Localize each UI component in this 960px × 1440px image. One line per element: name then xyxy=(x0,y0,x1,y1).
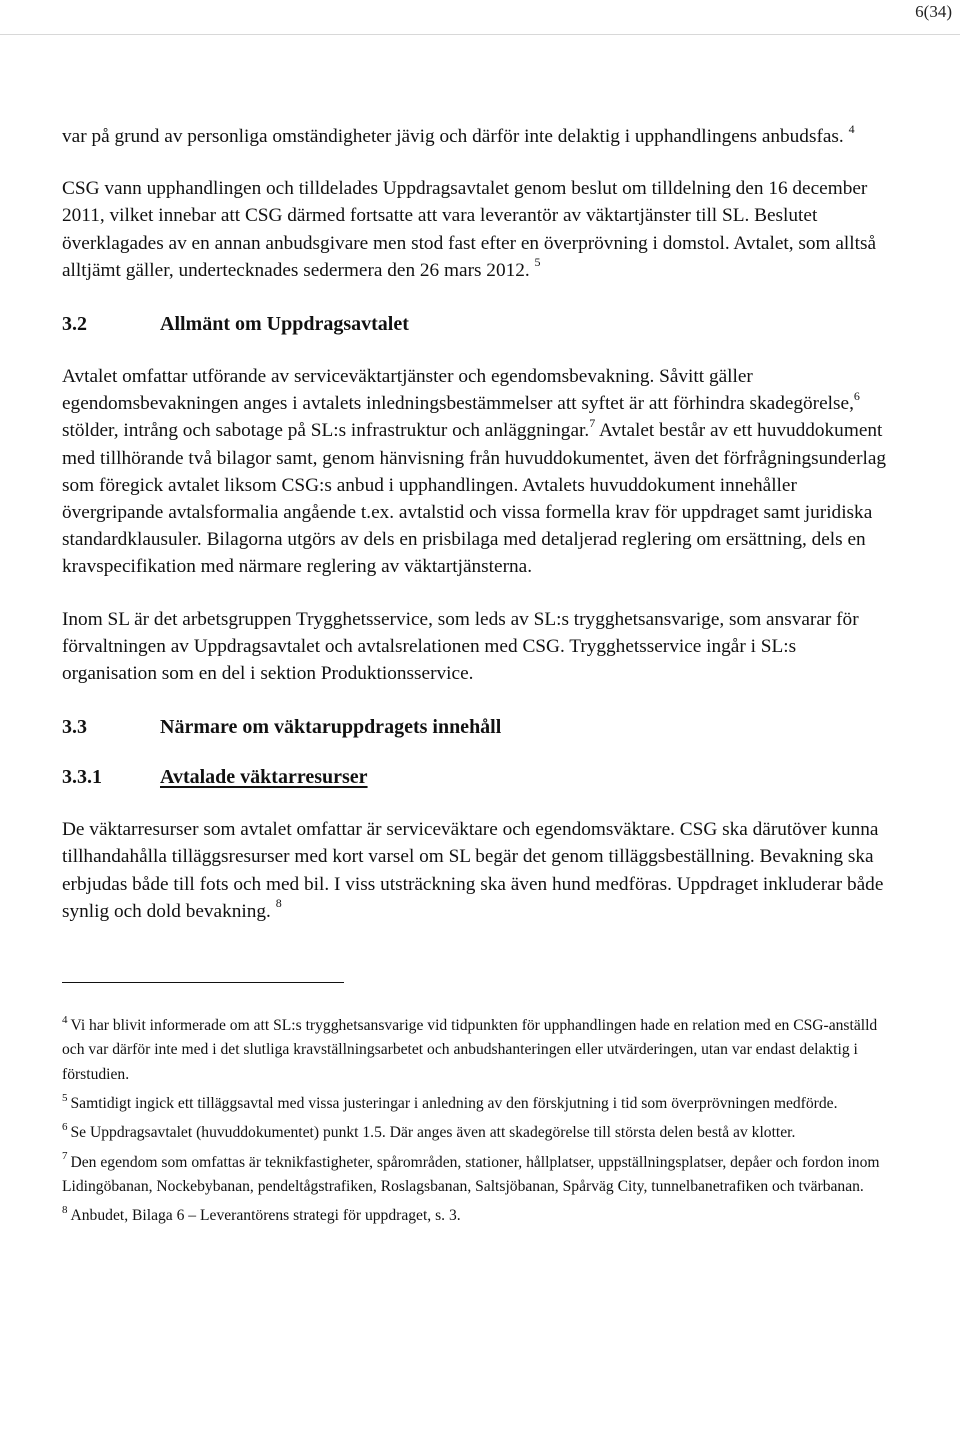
subsection-number: 3.3.1 xyxy=(62,766,102,789)
footnote-ref-6[interactable]: 6 xyxy=(853,388,860,403)
footnote-number: 7 xyxy=(62,1150,68,1163)
footnote-number: 6 xyxy=(62,1121,68,1134)
document-body xyxy=(62,123,888,1233)
section-heading-3-2 xyxy=(62,311,888,338)
footnote-ref-4[interactable]: 4 xyxy=(848,121,855,136)
section-heading-3-3 xyxy=(62,714,888,741)
footnotes xyxy=(62,1014,888,1228)
footnote-separator xyxy=(62,982,344,983)
footnote-number: 5 xyxy=(62,1091,68,1104)
footnote-ref-8[interactable]: 8 xyxy=(275,896,282,911)
section-number: 3.3 xyxy=(62,716,87,739)
subsection-heading-3-3-1 xyxy=(62,764,888,791)
footnote xyxy=(62,1204,888,1228)
footnote xyxy=(62,1092,888,1116)
footnote-text: Anbudet, Bilaga 6 – Leverantörens strategi för uppdraget, s. 3. xyxy=(70,1207,461,1225)
footnote-number: 4 xyxy=(62,1013,68,1026)
paragraph-1: var på grund av personliga omständigheter jävig och därför inte delaktig i upphandlingens anbudsfas. $^4$ xyxy=(62,121,855,147)
section-number: 3.2 xyxy=(62,313,87,336)
footnote-text: Den egendom som omfattas är teknikfastigheter, spårområden, stationer, hållplatser, uppställningsplatser, depåer och fordon inom Lidingöbanan, Nockebybanan, pendeltågstrafiken, Roslagsbanan, Saltsjöbanan, Spårväg City, tunnelbanetrafiken och tvärbanan. xyxy=(62,1153,880,1195)
page-header xyxy=(0,0,960,35)
paragraph-4: Inom SL är det arbetsgruppen Trygghetsservice, som leds av SL:s trygghetsansvarige, som ansvarar för förvaltningen av Uppdragsavtalet och avtalsrelationen med CSG. Trygghetsservice ingår i SL:s organisation som en del i sektion Produktionsservice. xyxy=(62,608,859,685)
paragraph-3: Avtalet omfattar utförande av serviceväktartjänster och egendomsbevakning. Såvitt gäller egendomsbevakningen anges i avtalets inledningsbestämmelser att syftet är att förhindra skadegörelse,$^6$ stölder, intrång och sabotage på SL:s infrastruktur och anläggningar.$^7$ Avtalet består av ett huvuddokument med tillhörande två bilagor samt, genom hänvisning från huvuddokumentet, även det förfrågningsunderlag som föregick avtalet liksom CSG:s anbud i upphandlingen. Avtalets huvuddokument innehåller övergripande avtalsformalia angående t.ex. avtalstid och vissa formella krav för uppdraget samt juridiska standardklausuler. Bilagorna utgörs av dels en prisbilaga med detaljerad reglering om ersättning, dels en kravspecifikation med närmare reglering av väktartjänsterna. xyxy=(62,366,887,578)
footnote xyxy=(62,1151,888,1200)
footnote-number: 8 xyxy=(62,1203,68,1216)
section-title: Allmänt om Uppdragsavtalet xyxy=(160,313,409,336)
subsection-title: Avtalade väktarresurser xyxy=(160,766,368,789)
page-number: 6(34) xyxy=(915,2,952,21)
footnote-text: Samtidigt ingick ett tilläggsavtal med vissa justeringar i anledning av den förskjutning i tid som överprövningen medförde. xyxy=(70,1094,838,1112)
footnote-text: Se Uppdragsavtalet (huvuddokumentet) punkt 1.5. Där anges även att skadegörelse till största delen bestå av klotter. xyxy=(70,1124,796,1142)
paragraph-2: CSG vann upphandlingen och tilldelades Uppdragsavtalet genom beslut om tilldelning den 16 december 2011, vilket innebar att CSG därmed fortsatte att vara leverantör av väktartjänster till SL. Beslutet överklagades av en annan anbudsgivare men stod fast efter en överprövning i domstol. Avtalet, som alltså alltjämt gäller, undertecknades sedermera den 26 mars 2012. $^5$ xyxy=(62,178,877,281)
footnote-ref-7[interactable]: 7 xyxy=(589,416,596,430)
section-title: Närmare om väktaruppdragets innehåll xyxy=(160,716,502,739)
paragraph-5: De väktarresurser som avtalet omfattar är serviceväktare och egendomsväktare. CSG ska därutöver kunna tillhandahålla tilläggsresurser med kort varsel om SL begär det genom tilläggsbeställning. Bevakning ska erbjudas både till fots och med bil. I viss utsträckning ska även hund medföras. Uppdraget inkluderar både synlig och dold bevakning. $^8$ xyxy=(62,819,884,922)
footnote-ref-5[interactable]: 5 xyxy=(534,255,541,270)
footnote-text: Vi har blivit informerade om att SL:s trygghetsansvarige vid tidpunkten för upphandlingen hade en relation med en CSG-anställd och var därför inte med i det slutliga kravställningsarbetet och anbudshanteringen eller utvärderingen, utan var endast delaktig i förstudien. xyxy=(62,1017,878,1083)
footnote xyxy=(62,1014,888,1087)
footnote xyxy=(62,1121,888,1145)
